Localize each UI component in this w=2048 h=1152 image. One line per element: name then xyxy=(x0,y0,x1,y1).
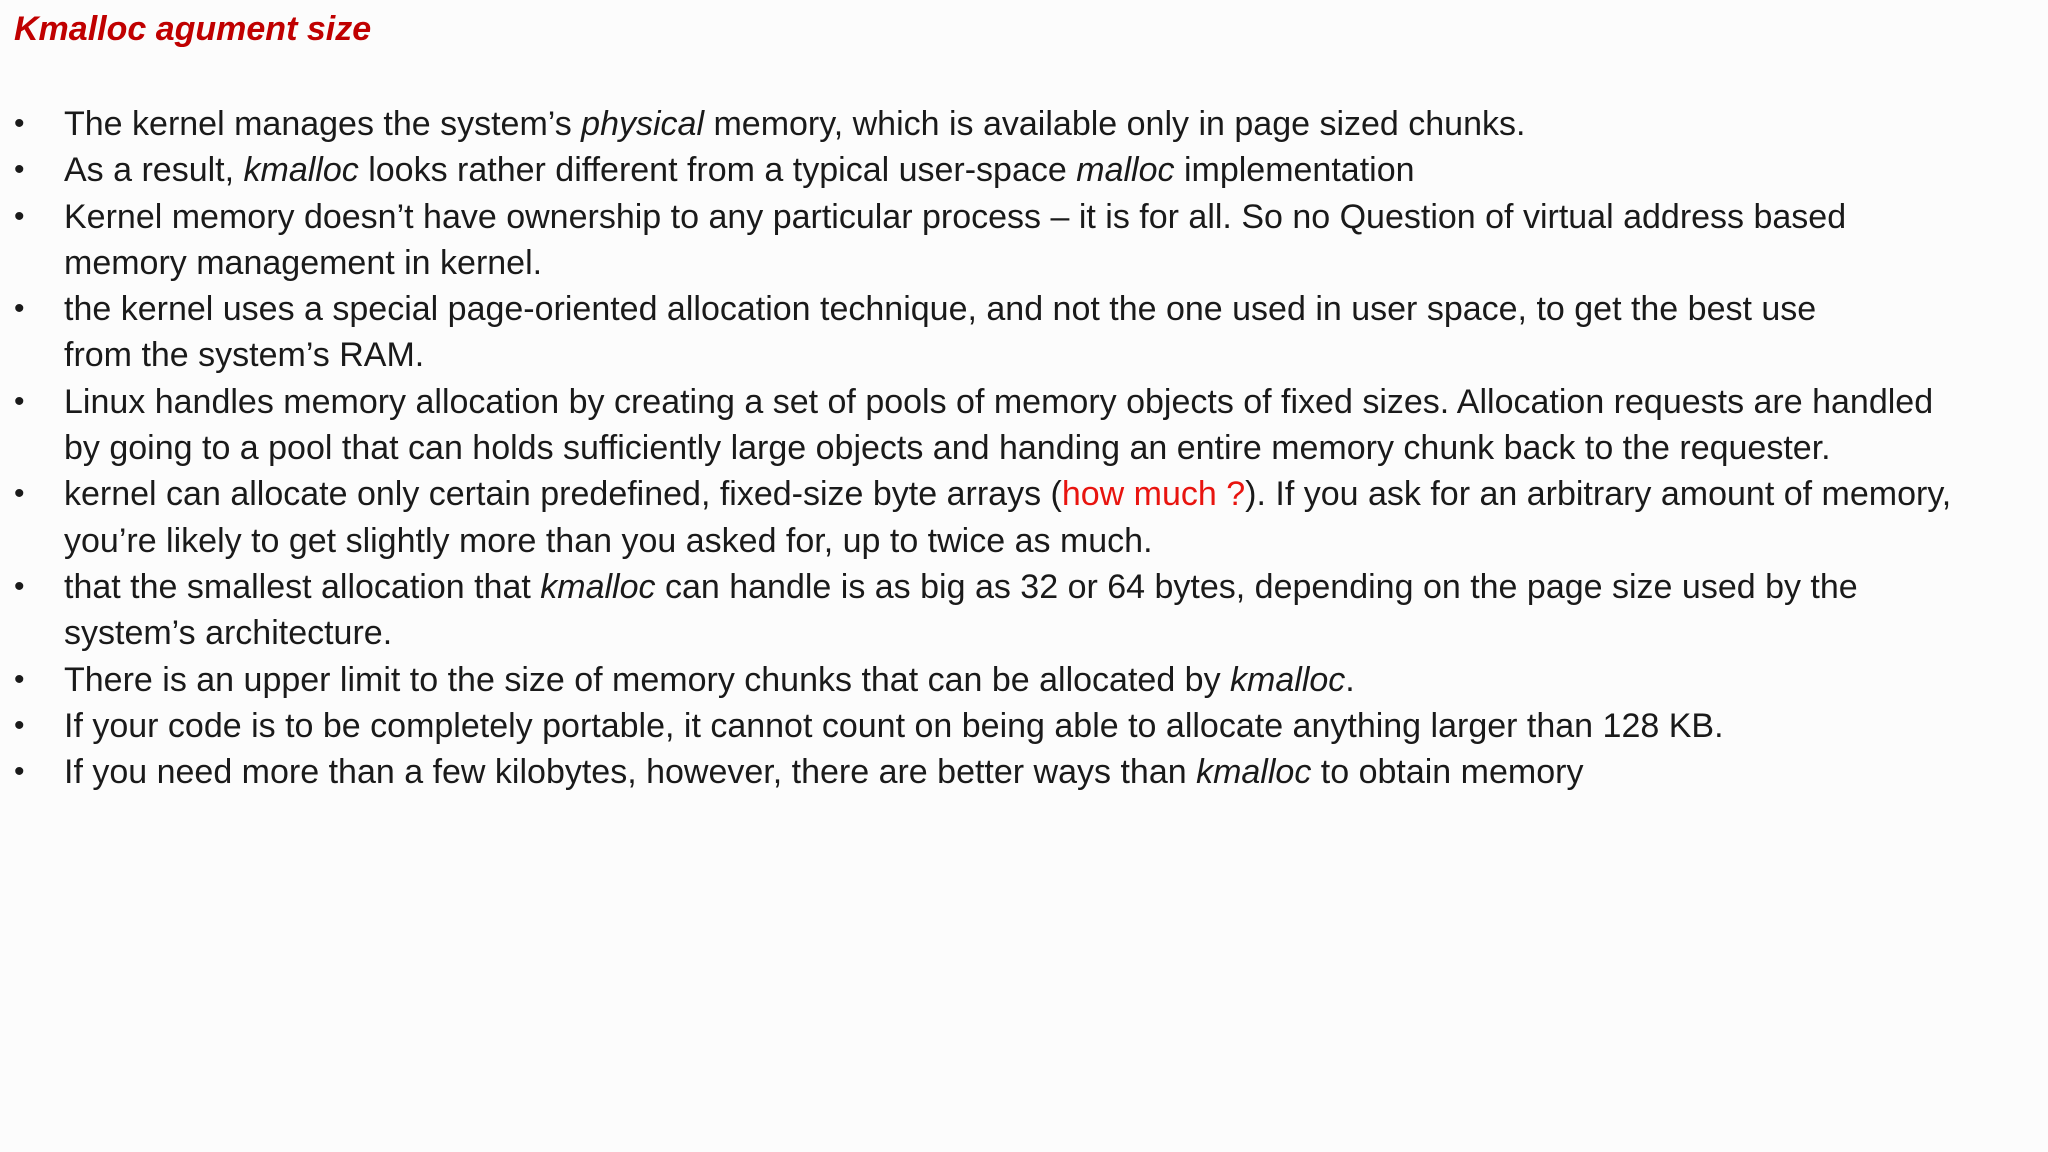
bullet-line: you’re likely to get slightly more than you asked for, up to twice as much. xyxy=(64,521,1153,560)
bullet-line: Kernel memory doesn’t have ownership to any particular process – it is for all. So no Question of virtual address based xyxy=(64,197,1847,236)
bullet-line xyxy=(64,749,2040,795)
bullet-list xyxy=(0,101,2040,795)
bullet-text: kernel can allocate only certain predefined, fixed-size byte arrays ( xyxy=(64,475,1062,514)
bullet-dot-icon: • xyxy=(14,199,25,233)
bullet-text: If you need more than a few kilobytes, however, there are better ways than xyxy=(64,753,1197,792)
bullet-line: the kernel uses a special page-oriented allocation technique, and not the one used in user space, to get the best use xyxy=(64,290,1817,329)
bullet-dot-icon: • xyxy=(14,708,25,742)
bullet-item xyxy=(0,101,2040,147)
bullet-line: If your code is to be completely portable, it cannot count on being able to allocate anything larger than 128 KB. xyxy=(64,706,1724,745)
bullet-text: There is an upper limit to the size of memory chunks that can be allocated by xyxy=(64,660,1231,699)
bullet-line xyxy=(64,657,2040,703)
bullet-item xyxy=(0,703,2040,749)
bullet-item xyxy=(0,194,2040,287)
bullet-item xyxy=(0,286,2040,379)
bullet-dot-icon: • xyxy=(14,384,25,418)
bullet-text: The kernel manages the system’s xyxy=(64,105,582,143)
bullet-text: ). If you ask for an arbitrary amount of memory, xyxy=(1245,475,1952,514)
bullet-dot-icon: • xyxy=(14,107,25,140)
bullet-text-italic: kmalloc xyxy=(540,567,656,606)
bullet-line: Linux handles memory allocation by creating a set of pools of memory objects of fixed sizes. Allocation requests are handled xyxy=(64,382,1934,421)
bullet-text: looks rather different from a typical user-space xyxy=(358,151,1077,190)
bullet-text: that the smallest allocation that xyxy=(64,567,541,606)
bullet-line: system’s architecture. xyxy=(64,614,393,653)
bullet-text-italic: kmalloc xyxy=(243,151,359,190)
bullet-item xyxy=(0,147,2040,193)
bullet-text: memory, which is available only in page sized chunks. xyxy=(704,105,1526,143)
bullet-text: As a result, xyxy=(64,151,244,190)
bullet-text: to obtain memory xyxy=(1311,753,1584,792)
bullet-line xyxy=(64,564,2040,610)
bullet-text-italic: malloc xyxy=(1076,151,1175,190)
bullet-dot-icon: • xyxy=(14,292,25,326)
bullet-dot-icon: • xyxy=(14,569,25,603)
bullet-item xyxy=(0,657,2040,703)
bullet-item xyxy=(0,379,2040,472)
bullet-dot-icon: • xyxy=(14,662,25,696)
bullet-dot-icon: • xyxy=(14,755,25,789)
slide-title: Kmalloc agument size xyxy=(14,10,372,48)
bullet-text-italic: kmalloc xyxy=(1230,660,1346,699)
bullet-line xyxy=(64,471,2040,517)
bullet-line: memory management in kernel. xyxy=(64,243,543,282)
bullet-text: implementation xyxy=(1174,151,1415,190)
bullet-dot-icon: • xyxy=(14,153,25,187)
bullet-line xyxy=(64,101,2040,147)
bullet-item xyxy=(0,749,2040,795)
bullet-dot-icon: • xyxy=(14,477,25,511)
bullet-line: by going to a pool that can holds sufficiently large objects and handing an entire memory chunk back to the requester. xyxy=(64,429,1831,468)
bullet-line xyxy=(64,147,2040,193)
bullet-text-italic: kmalloc xyxy=(1196,753,1312,792)
bullet-text-italic: physical xyxy=(581,105,705,143)
bullet-line: from the system’s RAM. xyxy=(64,336,425,375)
bullet-item xyxy=(0,564,2040,657)
bullet-item xyxy=(0,471,2040,564)
highlight-text: how much ? xyxy=(1061,475,1246,514)
bullet-text: . xyxy=(1345,660,1355,699)
bullet-text: can handle is as big as 32 or 64 bytes, depending on the page size used by the xyxy=(655,567,1858,606)
